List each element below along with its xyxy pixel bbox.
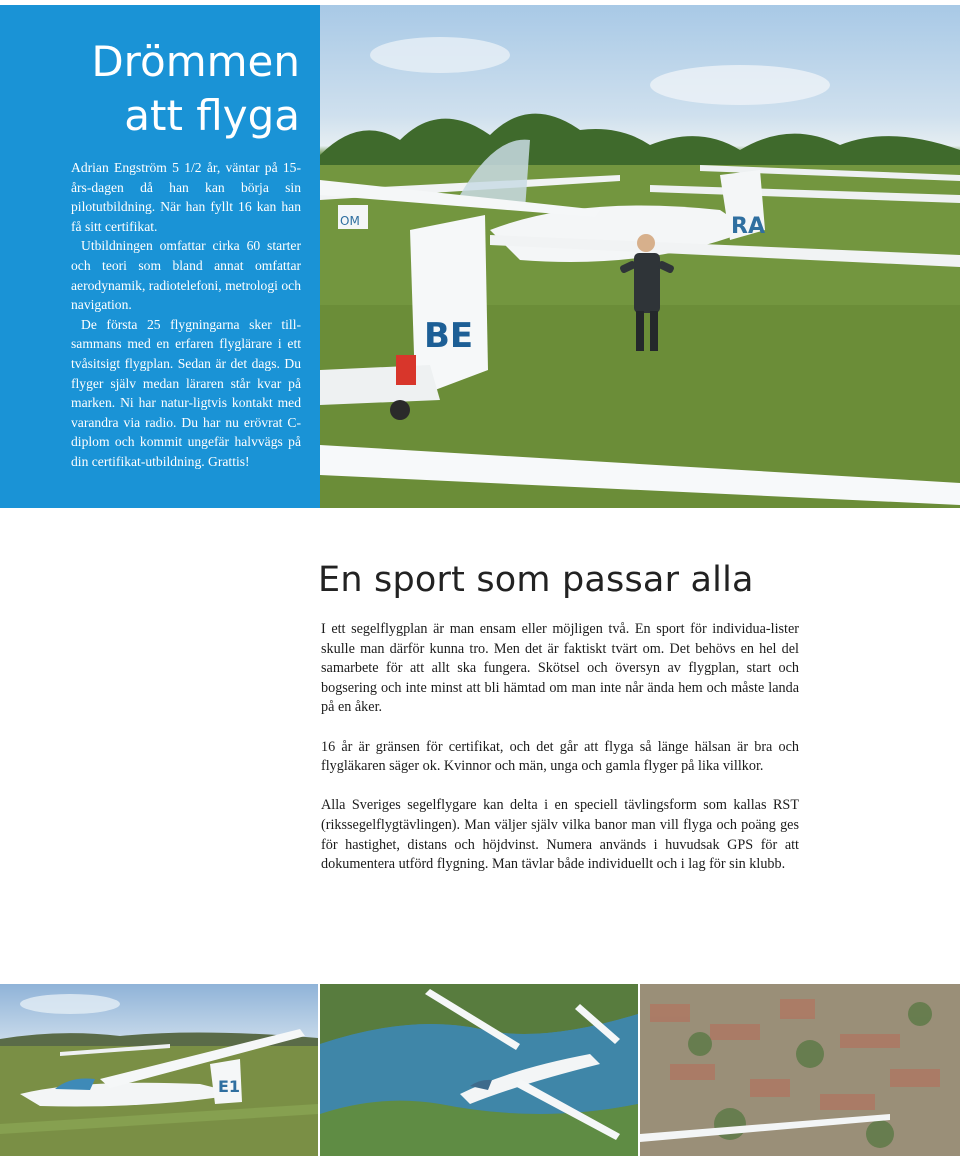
title-line-2: att flyga: [124, 91, 300, 140]
title-line-1: Drömmen: [91, 37, 300, 86]
main-tail-marking: BE: [424, 316, 474, 356]
section-title: En sport som passar alla: [318, 560, 754, 600]
body-paragraph: Alla Sveriges segelflygare kan delta i en speciell tävlingsform som kallas RST (rikssegelflygtävlingen). Man väljer själv vilka banor man vill flyga och poäng ges för hastighet, distans och höjdvinst. Numera används i huvudsak GPS för att dokumentera utförd flygning. Man tävlar både individuellt och i lag för sin klubb.: [321, 797, 799, 873]
intro-text: [71, 158, 301, 472]
hero-photo-illustration: [320, 5, 960, 508]
photo-glider-over-town-illustration: [640, 984, 960, 1156]
intro-paragraph: Utbildningen omfattar cirka 60 starter och teori som bland annat omfattar aerodynamik, radiotelefoni, metrologi och navigation.: [71, 238, 301, 313]
strip-tail-marking: E1: [218, 1077, 241, 1096]
page-title: [91, 35, 300, 143]
back-tail-marking: RA: [731, 214, 765, 239]
photo-glider-over-lake-illustration: [320, 984, 638, 1156]
section-body: [321, 620, 799, 894]
body-paragraph: 16 år är gränsen för certifikat, och det går att flyga så länge hälsan är bra och flygläkaren säger ok. Kvinnor och män, unga och gamla flyger på lika villkor.: [321, 738, 799, 775]
left-tail-marking: OM: [340, 214, 360, 228]
photo-glider-on-field: [0, 984, 318, 1156]
intro-panel: [0, 5, 320, 508]
body-paragraph: I ett segelflygplan är man ensam eller möjligen två. En sport för individua-lister skulle man därför kunna tro. Men det är faktiskt tvärt om. Det behövs en hel del samarbete för att allt ska fungera. Skötsel och översyn av flygplan, start och bogsering och inte minst att bli hämtad om man inte når ända hem och måste landa på en åker.: [321, 621, 799, 716]
photo-glider-over-town: [640, 984, 960, 1156]
intro-paragraph: Adrian Engström 5 1/2 år, väntar på 15-års-dagen då han kan börja sin pilotutbildning. När han fyllt 16 kan han få sitt certifikat.: [71, 160, 301, 234]
intro-paragraph: De första 25 flygningarna sker till-sammans med en erfaren flyglärare i ett tvåsitsigt flygplan. Sedan är det dags. Du flyger själv medan läraren står kvar på marken. Ni har natur-ligtvis kontakt med varandra via radio. Du har nu erövrat C-diplom och kommit ungefär halvvägs på din certifikat-utbildning. Grattis!: [71, 316, 301, 469]
photo-glider-on-field-illustration: [0, 984, 318, 1156]
hero-photo-gliders-airfield: [320, 5, 960, 508]
photo-glider-over-lake: [320, 984, 638, 1156]
